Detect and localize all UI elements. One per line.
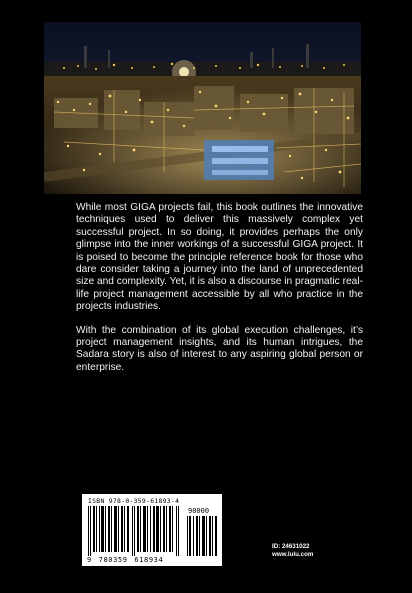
industrial-plant-photo: [44, 22, 361, 194]
blurb-paragraph: With the combination of its global execution challenges, it’s project management insights, and its human intrigues, the Sadara story is also of interest to any aspiring global person or enterprise.: [76, 324, 363, 373]
ean-digits-right: 618934: [134, 556, 164, 564]
addon-barcode-bars: [186, 516, 218, 556]
ean-digits-left: 780359: [98, 556, 128, 564]
isbn-barcode: [82, 494, 222, 566]
ean-digits: [86, 556, 164, 564]
back-cover-blurb: [76, 202, 363, 385]
lulu-url: www.lulu.com: [272, 551, 314, 558]
ean-barcode-bars: [86, 506, 182, 556]
ean-digit-first: 9: [87, 556, 92, 564]
publisher-info: [272, 543, 313, 559]
isbn-label: ISBN 978-0-359-61893-4: [88, 497, 180, 505]
plant-night-image: [44, 22, 361, 194]
blurb-paragraph: While most GIGA projects fail, this book outlines the innovative techniques used to deliver this massively complex yet successful project. In so doing, it provides perhaps the only glimpse into the inner workings of a successful GIGA project. It is poised to become the principle reference book for those who dare consider taking a journey into the land of unprecedented size and complexity. Yet, it is also a discourse in pragmatic real-life project management accessible by all who practice in the projects industries.: [76, 202, 363, 313]
price-addon-digits: 90000: [188, 507, 210, 515]
lulu-id: ID: 24631022: [272, 543, 310, 550]
